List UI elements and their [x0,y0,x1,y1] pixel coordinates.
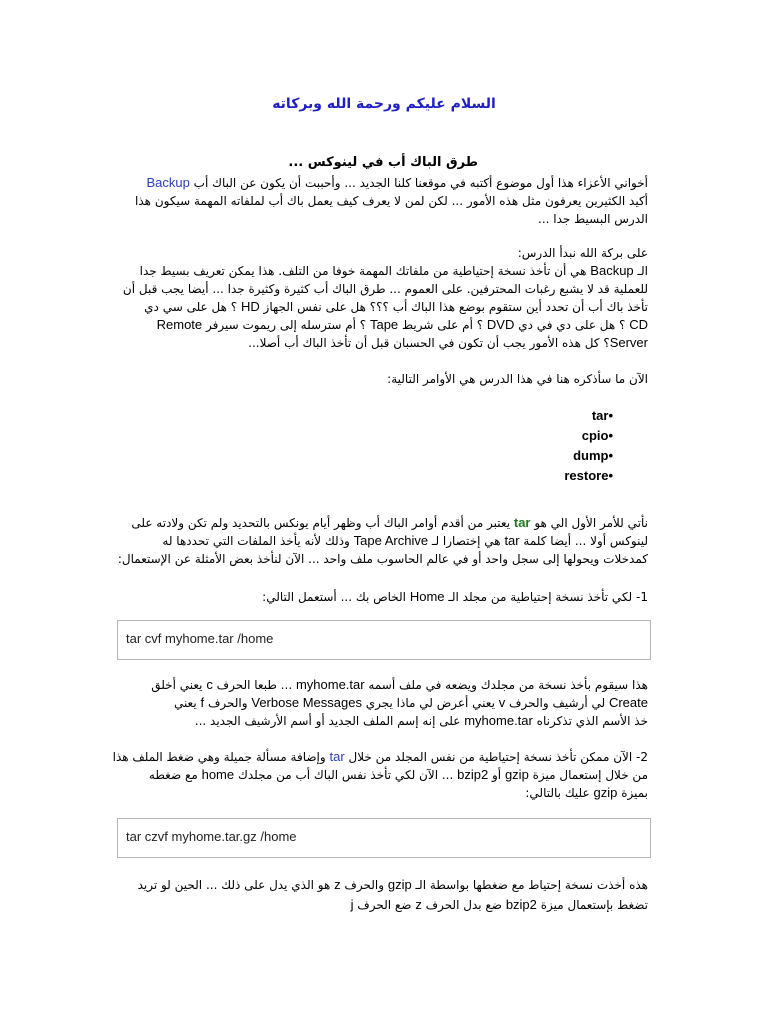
lesson-text: ؟ هل على سي دي [144,300,241,314]
flag-v: v [498,695,506,710]
hd-term: HD [240,299,260,314]
lesson-line-4 [88,316,648,334]
tar-term-3: tar [329,749,345,764]
example2-text: أو [488,768,505,782]
example1-text: لي أرشيف والحرف [505,696,609,710]
lesson-text: ؟ أم على شريط [398,318,487,332]
flag-z-2: z [415,897,422,912]
verbose-term: Verbose Messages [251,695,362,710]
tar-text: يعتبر من أقدم أوامر الباك أب وظهر أيام يونكس بالتحديد ولم تكن ولادته على [131,516,514,530]
example1-text: ... طبعا الحرف [212,678,296,692]
example2-text: وإضافة مسألة جميلة وهي ضغط الملف هذا [112,750,330,764]
example1-expl-3 [88,712,648,730]
lesson-line-5 [88,334,648,352]
tar-line-3: كمدخلات ويحولها إلى سجل واحد أو في عالم الحاسوب ملف واحد ... الآن لنأخذ بعض الأمثلة عن الإستعمال: [117,552,648,566]
lesson-line-1 [88,262,648,280]
gzip-term: gzip [504,767,529,782]
tape-term: Tape [369,317,399,332]
example2-text: ضع بدل الحرف [421,898,506,912]
example2-heading-1 [88,748,648,766]
lesson-line-3 [88,298,648,316]
bzip2-term-2: bzip2 [505,897,537,912]
example2-text: مع ضغطه [148,768,202,782]
example1-text: يعني [173,696,201,710]
lesson-line-2: للعملية قد لا يشبع رغبات المحترفين. على العموم ... طرق الباك أب كثيرة وكثيرة جدا ... أيضا يجب قبل أن [122,282,648,296]
example1-text: يعني أخلق [151,678,207,692]
example2-text: تضغط بإستعمال ميزة [536,898,648,912]
example1-text: 1- لكي تأخذ نسخة إحتياطية من مجلد الـ [444,590,648,604]
flag-j: j [350,897,354,912]
intro-line-2: أكيد الكثيرين يعرفون مثل هذه الأمور ... لكن لمن لا يعرف كيف يعمل باك أب لملفاته المهمة سيكون هذا [135,194,648,208]
home-term-2: home [201,767,235,782]
commands-intro: الآن ما سأذكره هنا في هذا الدرس هي الأوامر التالية: [387,372,648,386]
example2-text: والحرف [340,878,388,892]
code-box-1 [117,620,651,660]
example1-text: الخاص بك ... أستعمل التالي: [262,590,410,604]
flag-z: z [334,877,341,892]
intro-line-3: الدرس البسيط جدا ... [538,212,648,226]
command-item-restore: restore• [564,468,613,483]
example1-heading [88,588,648,606]
example1-text: على إنه إسم الملف الجديد أو أسم الأرشيف الجديد ... [194,714,465,728]
bzip2-term: bzip2 [457,767,489,782]
example2-heading-2 [88,766,648,784]
commands-list [564,406,613,486]
filename-term: myhome.tar [295,677,365,692]
lesson-text: هي أن تأخذ نسخة إحتياطية من ملفاتك المهمة خوفا من التلف. هذا يمكن تعريف بسيط جدا [139,264,591,278]
example2-text: هذه أخذت نسخة إحتياط مع ضغطها بواسطة الـ [411,878,648,892]
cd-term: CD [629,317,648,332]
tar-text: وذلك لأنه يأخذ الملفات التي تحددها له [162,534,354,548]
article-title: طرق الباك أب في لينوكس ... [288,155,478,170]
backup-term-2: Backup [590,263,634,278]
tar-term-2: tar [504,533,520,548]
tape-archive-term: Tape Archive [353,533,429,548]
flag-c: c [206,677,213,692]
code-command-1: tar cvf myhome.tar /home [126,631,274,646]
command-item-tar: tar• [591,408,613,423]
example2-text: من خلال إستعمال ميزة [528,768,648,782]
lesson-text: تأخذ باك أب أن تحدد أين ستقوم بوضع هذا الباك أب ؟؟؟ هل على نفس الجهاز [259,300,648,314]
dvd-term: DVD [486,317,515,332]
intro-line-1 [88,174,648,192]
example2-text: 2- الآن ممكن تأخذ نسخة إحتياطية من نفس المجلد من خلال [344,750,648,764]
lesson-start: على بركة الله نبدأ الدرس: [517,246,648,260]
create-term: Create [608,695,648,710]
example2-text: ضع الحرف [353,898,416,912]
tar-line-2 [88,532,648,550]
remote-term: Remote [156,317,203,332]
example2-text: بميزة [617,786,648,800]
lesson-text: ؟ هل على دي في دي [514,318,630,332]
command-item-cpio: cpio• [581,428,613,443]
example2-text: هو الذي يدل على ذلك ... الحين لو تريد [137,878,335,892]
tar-text: لينوكس أولا ... أيضا كلمة [519,534,648,548]
server-term: Server [609,335,648,350]
intro-text: أخواني الأعزاء هذا أول موضوع أكتبه في موقعنا كلنا الجديد ... وأحببت أن يكون عن الباك أب [189,176,648,190]
code-command-2: tar czvf myhome.tar.gz /home [126,829,297,844]
example1-text: والحرف [204,696,252,710]
command-item-dump: dump• [573,448,613,463]
filename-term-2: myhome.tar [464,713,533,728]
tar-text: نأتي للأمر الأول الي هو [530,516,648,530]
greeting-heading: السلام عليكم ورحمة الله وبركاته [272,96,496,112]
gzip-term-2: gzip [593,785,618,800]
example2-heading-3 [88,784,648,802]
home-term: Home [409,589,445,604]
code-box-2 [117,818,651,858]
example1-text: يعني أعرض لي ماذا يجري [361,696,499,710]
example1-text: هذا سيقوم بأخذ نسخة من مجلدك ويضعه في ملف أسمه [364,678,648,692]
example1-text: خذ الأسم الذي تذكرناه [532,714,648,728]
lesson-text: ؟ أم سترسله إلى ريموت سيرفر [202,318,370,332]
example1-expl-1 [88,676,648,694]
example1-expl-2 [88,694,648,712]
gzip-term-3: gzip [387,877,412,892]
flag-f: f [200,695,205,710]
lesson-text: الـ [633,264,648,278]
tar-term: tar [513,515,531,530]
example2-text: عليك بالتالي: [525,786,594,800]
example2-text: ... الآن لكي تأخذ نفس الباك أب من مجلدك [234,768,458,782]
example2-expl-2 [88,896,648,914]
backup-term: Backup [146,175,190,190]
example2-expl-1 [88,876,648,894]
tar-text: هي إختصارا لـ [428,534,505,548]
lesson-text: ؟ كل هذه الأمور يجب أن تكون في الحسبان قبل أن تأخذ الباك أب أصلا... [248,336,610,350]
tar-line-1 [88,514,648,532]
